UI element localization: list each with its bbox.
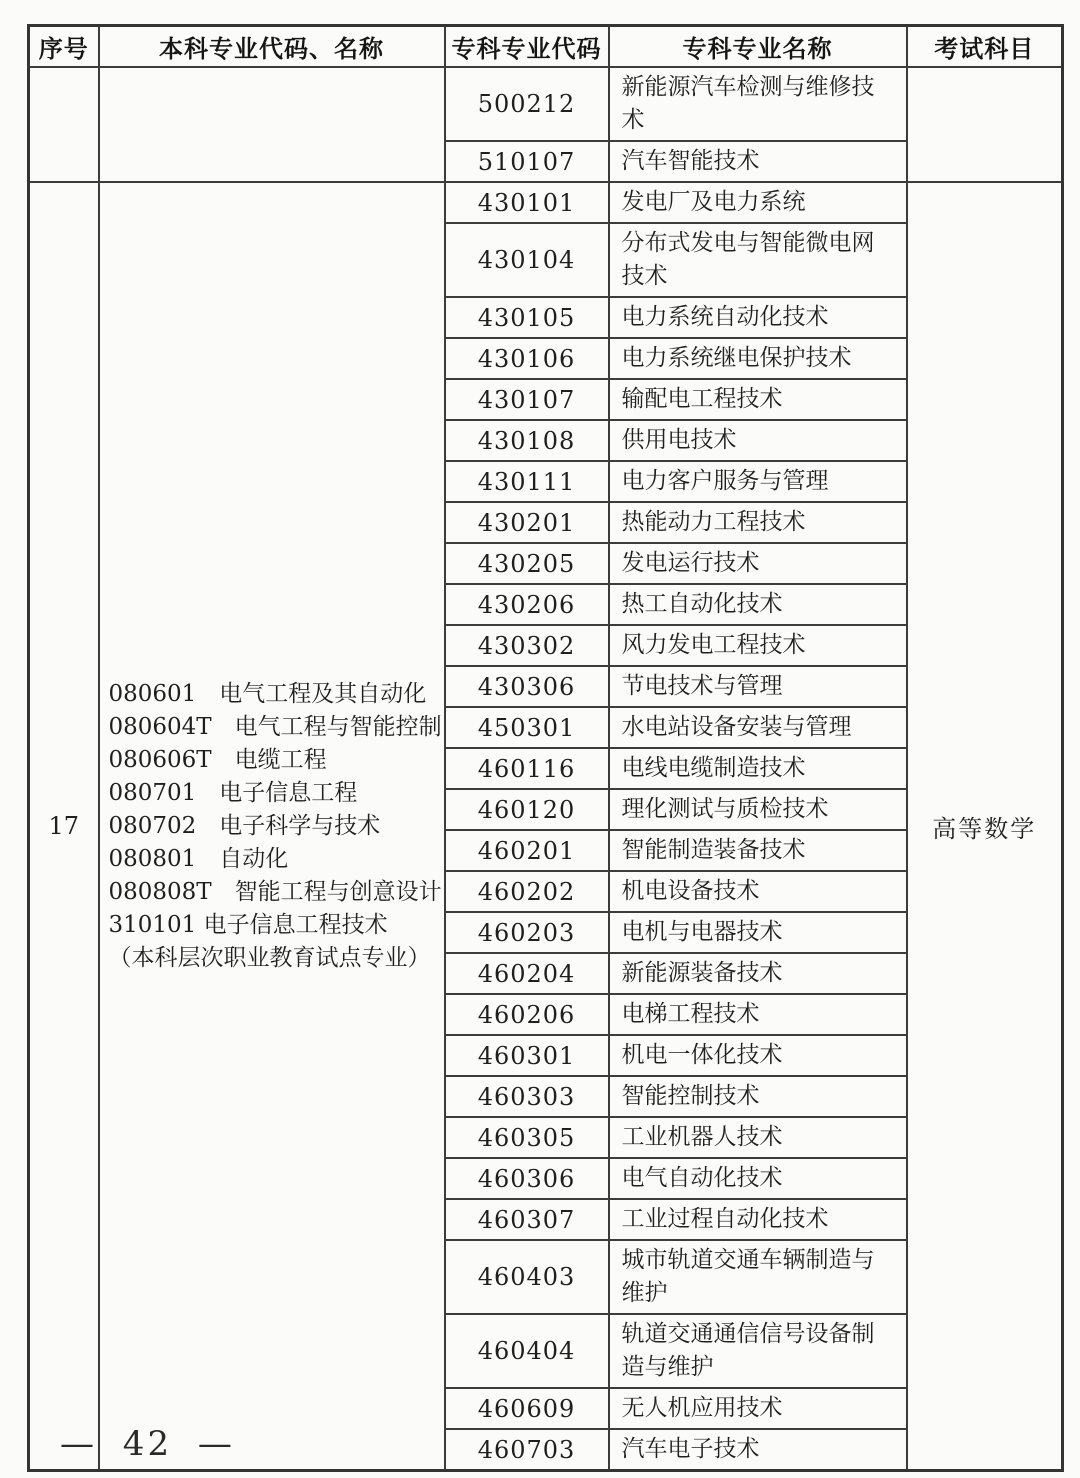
code-cell: 460202 <box>445 871 609 912</box>
name-cell: 输配电工程技术 <box>609 379 907 420</box>
code-cell: 450301 <box>445 707 609 748</box>
code-cell: 430107 <box>445 379 609 420</box>
code-cell: 460116 <box>445 748 609 789</box>
name-cell: 节电技术与管理 <box>609 666 907 707</box>
header-undergrad-code-name: 本科专业代码、名称 <box>99 26 445 68</box>
name-cell: 工业过程自动化技术 <box>609 1199 907 1240</box>
undergrad-line: 310101 电子信息工程技术 <box>108 911 388 938</box>
undergrad-majors-cell <box>99 67 445 182</box>
code-cell: 460403 <box>445 1240 609 1314</box>
code-cell: 430101 <box>445 182 609 223</box>
exam-subject-cell: 高等数学 <box>907 182 1063 1471</box>
code-cell: 460201 <box>445 830 609 871</box>
name-cell: 新能源汽车检测与维修技术 <box>609 67 907 141</box>
name-cell: 电梯工程技术 <box>609 994 907 1035</box>
undergrad-line: 080801 自动化 <box>108 845 289 872</box>
code-cell: 460203 <box>445 912 609 953</box>
seq-cell <box>29 67 99 182</box>
name-cell: 城市轨道交通车辆制造与维护 <box>609 1240 907 1314</box>
name-cell: 热能动力工程技术 <box>609 502 907 543</box>
code-cell: 460703 <box>445 1429 609 1471</box>
name-cell: 热工自动化技术 <box>609 584 907 625</box>
code-cell: 430111 <box>445 461 609 502</box>
seq-cell: 17 <box>29 182 99 1471</box>
code-cell: 460307 <box>445 1199 609 1240</box>
name-cell: 智能制造装备技术 <box>609 830 907 871</box>
code-cell: 430205 <box>445 543 609 584</box>
undergrad-line: 080606T 电缆工程 <box>108 746 327 773</box>
code-cell: 430201 <box>445 502 609 543</box>
name-cell: 电力系统继电保护技术 <box>609 338 907 379</box>
code-cell: 460301 <box>445 1035 609 1076</box>
name-cell: 无人机应用技术 <box>609 1388 907 1429</box>
name-cell: 电线电缆制造技术 <box>609 748 907 789</box>
name-cell: 智能控制技术 <box>609 1076 907 1117</box>
code-cell: 510107 <box>445 141 609 182</box>
name-cell: 分布式发电与智能微电网技术 <box>609 223 907 297</box>
name-cell: 机电一体化技术 <box>609 1035 907 1076</box>
name-cell: 电力系统自动化技术 <box>609 297 907 338</box>
undergrad-line: 080601 电气工程及其自动化 <box>108 680 427 707</box>
name-cell: 供用电技术 <box>609 420 907 461</box>
name-cell: 理化测试与质检技术 <box>609 789 907 830</box>
table-row <box>29 67 1063 141</box>
undergrad-line: 080702 电子科学与技术 <box>108 812 381 839</box>
code-cell: 430108 <box>445 420 609 461</box>
page-number: — 42 — <box>60 1424 235 1464</box>
exam-subject-cell <box>907 67 1063 182</box>
header-exam-subject: 考试科目 <box>907 26 1063 68</box>
name-cell: 风力发电工程技术 <box>609 625 907 666</box>
name-cell: 电力客户服务与管理 <box>609 461 907 502</box>
name-cell: 水电站设备安装与管理 <box>609 707 907 748</box>
name-cell: 工业机器人技术 <box>609 1117 907 1158</box>
code-cell: 430104 <box>445 223 609 297</box>
name-cell: 机电设备技术 <box>609 871 907 912</box>
code-cell: 430105 <box>445 297 609 338</box>
table-row <box>29 182 1063 223</box>
undergrad-line: 080808T 智能工程与创意设计 <box>108 878 442 905</box>
code-cell: 460609 <box>445 1388 609 1429</box>
header-college-name: 专科专业名称 <box>609 26 907 68</box>
code-cell: 460404 <box>445 1314 609 1388</box>
code-cell: 460303 <box>445 1076 609 1117</box>
code-cell: 460206 <box>445 994 609 1035</box>
name-cell: 新能源装备技术 <box>609 953 907 994</box>
name-cell: 汽车电子技术 <box>609 1429 907 1471</box>
name-cell: 电气自动化技术 <box>609 1158 907 1199</box>
undergrad-majors-cell <box>99 182 445 1471</box>
majors-table <box>27 24 1064 1472</box>
name-cell: 发电厂及电力系统 <box>609 182 907 223</box>
code-cell: 430306 <box>445 666 609 707</box>
code-cell: 460305 <box>445 1117 609 1158</box>
name-cell: 电机与电器技术 <box>609 912 907 953</box>
name-cell: 汽车智能技术 <box>609 141 907 182</box>
header-seq: 序号 <box>29 26 99 68</box>
header-college-code: 专科专业代码 <box>445 26 609 68</box>
code-cell: 430106 <box>445 338 609 379</box>
undergrad-line: （本科层次职业教育试点专业） <box>108 944 431 971</box>
code-cell: 430302 <box>445 625 609 666</box>
undergrad-line: 080604T 电气工程与智能控制 <box>108 713 442 740</box>
code-cell: 430206 <box>445 584 609 625</box>
code-cell: 460204 <box>445 953 609 994</box>
code-cell: 460120 <box>445 789 609 830</box>
name-cell: 发电运行技术 <box>609 543 907 584</box>
undergrad-line: 080701 电子信息工程 <box>108 779 358 806</box>
code-cell: 500212 <box>445 67 609 141</box>
header-row <box>29 26 1063 68</box>
name-cell: 轨道交通通信信号设备制造与维护 <box>609 1314 907 1388</box>
code-cell: 460306 <box>445 1158 609 1199</box>
